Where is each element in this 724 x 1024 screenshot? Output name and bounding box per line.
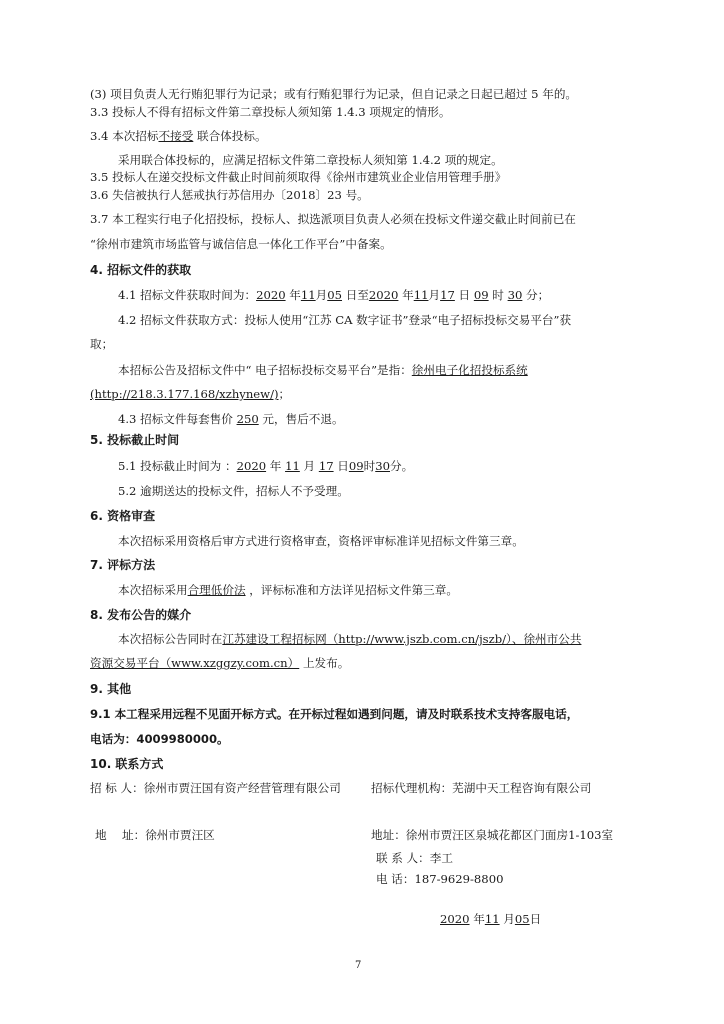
joint-venture-note: 采用联合体投标的，应满足招标文件第二章投标人须知第 1.4.2 项的规定。	[118, 153, 503, 167]
clause-9-1: 9.1 本工程采用远程不见面开标方式。在开标过程如遇到问题，请及时联系技术支持客服电话，	[90, 707, 579, 721]
not-accept: 不接受	[158, 129, 194, 143]
clause-3-5: 3.5 投标人在递交投标文件截止时间前须取得《徐州市建筑业企业信用管理手册》	[90, 170, 507, 184]
agency-address: 地址：徐州市贾汪区泉城花都区门面房1-103室	[371, 828, 614, 842]
agency-contact: 联 系 人：李工	[376, 851, 453, 865]
media-line-1: 本次招标公告同时在江苏建设工程招标网（http://www.jszb.com.cn/jszb/）、徐州市公共	[118, 632, 582, 646]
clause-3-6: 3.6 失信被执行人惩戒执行苏信用办〔2018〕23 号。	[90, 188, 369, 202]
clause-3-2-3: (3) 项目负责人无行贿犯罪行为记录；或有行贿犯罪行为记录，但自记录之日起已超过 5 年的。	[90, 87, 578, 101]
media-link-2: 资源交易平台（www.xzggzy.com.cn）	[90, 656, 300, 670]
clause-3-7-cont: “徐州市建筑市场监管与诚信信息一体化工作平台”中备案。	[90, 237, 392, 251]
agency: 招标代理机构：芜湖中天工程咨询有限公司	[371, 781, 592, 795]
clause-9-1-cont: 电话为：4009980000。	[90, 732, 229, 746]
clause-3-4: 3.4 本次招标不接受 联合体投标。	[90, 129, 267, 143]
clause-4-1: 4.1 招标文件获取时间为：2020 年11月05 日至2020 年11月17 日 09 时 30 分；	[118, 288, 550, 302]
clause-4-3: 4.3 招标文件每套售价 250 元，售后不退。	[118, 412, 344, 426]
tenderer: 招 标 人：徐州市贾汪国有资产经营管理有限公司	[90, 781, 341, 795]
tenderer-address: 址：徐州市贾汪区	[122, 828, 215, 842]
price: 250	[236, 412, 259, 426]
section-10-heading: 10. 联系方式	[90, 757, 164, 771]
section-7-heading: 7. 评标方法	[90, 558, 156, 572]
media-links: 江苏建设工程招标网（http://www.jszb.com.cn/jszb/）、徐州市公共	[222, 632, 582, 646]
qualification-text: 本次招标采用资格后审方式进行资格审查，资格评审标准详见招标文件第三章。	[118, 534, 524, 548]
platform-url-line: (http://218.3.177.168/xzhynew/)；	[90, 387, 291, 401]
section-8-heading: 8. 发布公告的媒介	[90, 608, 192, 622]
page-number: 7	[355, 960, 362, 971]
media-line-2: 资源交易平台（www.xzggzy.com.cn） 上发布。	[90, 656, 350, 670]
issue-date: 2020 年11 月05日	[440, 912, 542, 926]
clause-5-1: 5.1 投标截止时间为 ：2020 年 11 月 17 日09时30分。	[118, 459, 414, 473]
evaluation-text: 本次招标采用合理低价法 ，评标标准和方法详见招标文件第三章。	[118, 583, 458, 597]
section-6-heading: 6. 资格审查	[90, 509, 156, 523]
platform-url: (http://218.3.177.168/xzhynew/)	[90, 387, 279, 401]
platform-line: 本招标公告及招标文件中“ 电子招标投标交易平台”是指：徐州电子化招投标系统	[118, 363, 528, 377]
clause-5-2: 5.2 逾期送达的投标文件，招标人不予受理。	[118, 484, 349, 498]
section-4-heading: 4. 招标文件的获取	[90, 263, 192, 277]
clause-4-2-cont: 取；	[90, 337, 114, 351]
clause-4-2: 4.2 招标文件获取方式：投标人使用“江苏 CA 数字证书”登录“电子招标投标交易平台”获	[118, 313, 572, 327]
section-9-heading: 9. 其他	[90, 682, 132, 696]
tenderer-address-label: 地	[95, 828, 107, 842]
clause-3-3: 3.3 投标人不得有招标文件第二章投标人须知第 1.4.3 项规定的情形。	[90, 105, 451, 119]
section-5-heading: 5. 投标截止时间	[90, 433, 180, 447]
clause-3-7: 3.7 本工程实行电子化招投标，投标人、拟选派项目负责人必须在投标文件递交截止时间前已在	[90, 212, 576, 226]
platform-name: 徐州电子化招投标系统	[411, 363, 528, 377]
method: 合理低价法	[187, 583, 246, 597]
agency-phone: 电 话：187-9629-8800	[376, 872, 504, 886]
